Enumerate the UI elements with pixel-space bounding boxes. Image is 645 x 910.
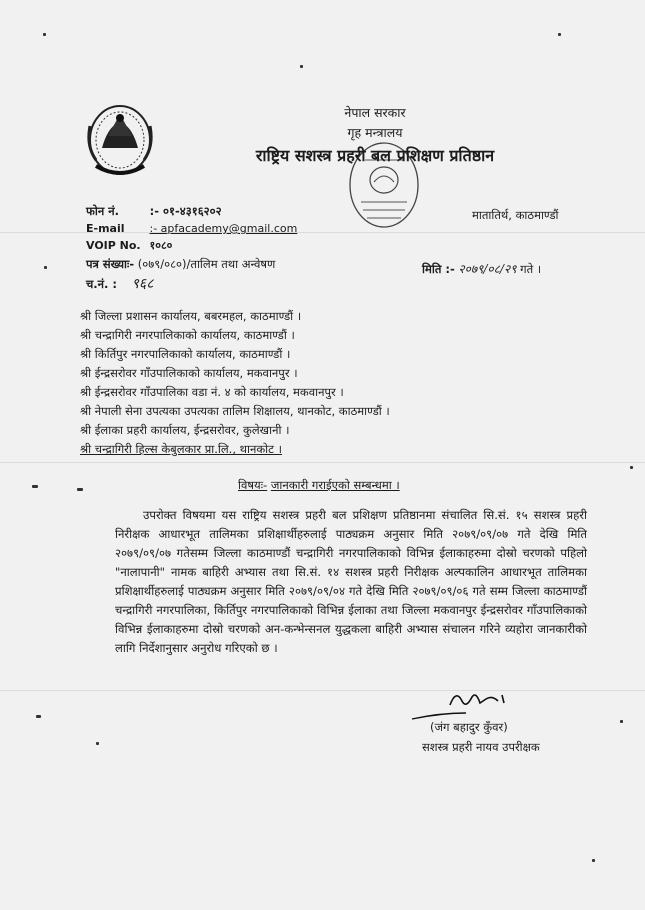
nepal-emblem-logo xyxy=(82,96,158,182)
subject-line xyxy=(238,478,400,493)
voip-line xyxy=(86,238,172,253)
header-ministry: गृह मन्त्रालय xyxy=(347,125,403,140)
speck xyxy=(592,859,595,862)
phone-value: :- ०१-४३१६२०२ xyxy=(149,204,222,218)
recipient-address: श्री चन्द्रागिरी नगरपालिकाको कार्यालय, काठमाण्डौं । xyxy=(80,328,295,342)
speck xyxy=(300,65,303,68)
recipient-address: श्री ईन्द्रसरोवर गाँउपालिका वडा नं. ४ को कार्यालय, मकवानपुर । xyxy=(80,385,344,399)
letter-body xyxy=(115,506,587,658)
recipient-address: श्री जिल्ला प्रशासन कार्यालय, बबरमहल, काठमाण्डौं । xyxy=(80,309,302,323)
speck xyxy=(44,266,47,269)
speck xyxy=(96,742,99,745)
body-paragraph: उपरोक्त विषयमा यस राष्ट्रिय सशस्त्र प्रहरी बल प्रशिक्षण प्रतिष्ठानमा संचालित सि.सं. १५ सशस्त्र प्रहरी निरीक्षक आधारभूत तालिमका प्रशिक्षार्थीहरुलाई पाठ्यक्रम अनुसार मिति २०७९/०९/०७ गते देखि मिति २०७९/०९/०७ गतेसम्म जिल्ला काठमाण्डौं चन्द्रागिरी नगरपालिकाको विभिन्न ईलाकाहरुमा दोस्रो चरणको पहिलो "नालापानी" नामक बाहिरी अभ्यास तथा सि.सं. १४ सशस्त्र प्रहरी निरीक्षक अल्पकालिन आधारभूत तालिमका प्रशिक्षार्थीहरुलाई पाठ्यक्रम अनुसार मिति २०७९/०९/०४ गते देखि मिति २०७९/०९/०६ गते सम्म जिल्ला काठमाण्डौं चन्द्रागिरी नगरपालिका, किर्तिपुर नगरपालिकाको विभिन्न ईलाका तथा जिल्ला मकवानपुर ईन्द्रसरोवर गाँउपालिकाको विभिन्न ईलाकाहरुमा दोस्रो चरणको अन-कन्भेन्सनल युद्धकला बाहिरी अभ्यास संचालन गरिने व्यहोरा जानकारीको लागि निर्देशानुसार अनुरोध गरिएको छ । xyxy=(115,508,587,655)
speck xyxy=(32,485,38,488)
email-label: E-mail xyxy=(86,222,125,235)
paper-fold xyxy=(0,462,645,463)
office-location: मातातिर्थ, काठमाण्डौं xyxy=(472,208,559,222)
letter-number-label: पत्र संख्याः- xyxy=(86,257,135,271)
recipient-address: श्री चन्द्रागिरी हिल्स केबुलकार प्रा.लि., थानकोट । xyxy=(80,442,282,456)
dispatch-number-label: च.नं. : xyxy=(86,277,118,291)
date-line xyxy=(422,260,541,277)
subject-text: जानकारी गराईएको सम्बन्धमा । xyxy=(270,478,400,492)
speck xyxy=(620,720,623,723)
subject-label: विषयः- xyxy=(238,478,268,492)
header-institution: राष्ट्रिय सशस्त्र प्रहरी बल प्रशिक्षण प्रतिष्ठान xyxy=(255,146,495,165)
recipient-address: श्री नेपाली सेना उपत्यका उपत्यका तालिम शिक्षालय, थानकोट, काठमाण्डौं । xyxy=(80,404,390,418)
dispatch-number-value: ९६८ xyxy=(131,276,154,292)
signatory-title: सशस्त्र प्रहरी नायव उपरीक्षक xyxy=(422,740,540,754)
speck xyxy=(77,488,83,491)
recipient-address: श्री ईलाका प्रहरी कार्यालय, ईन्द्रसरोवर, कुलेखानी । xyxy=(80,423,290,437)
email-value[interactable]: :- apfacademy@gmail.com xyxy=(149,222,298,235)
speck xyxy=(558,33,561,36)
recipient-address: श्री ईन्द्रसरोवर गाँउपालिकाको कार्यालय, मकवानपुर । xyxy=(80,366,298,380)
dispatch-number-line xyxy=(86,274,154,293)
speck xyxy=(43,33,46,36)
date-value: २०७९/०८/२९ xyxy=(458,262,517,276)
letter-number-value: (०७९/०८०)/तालिम तथा अन्वेषण xyxy=(137,257,276,271)
phone-label: फोन नं. xyxy=(86,204,119,218)
speck xyxy=(36,715,41,718)
letter-number-line xyxy=(86,257,275,272)
date-suffix: गते । xyxy=(520,262,542,276)
voip-label: VOIP No. xyxy=(86,239,141,252)
email-line xyxy=(86,222,297,235)
paper-fold xyxy=(0,690,645,691)
signatory-name: (जंग बहादुर कुँवर) xyxy=(430,720,508,734)
date-label: मिति :- xyxy=(422,262,455,276)
recipient-address: श्री किर्तिपुर नगरपालिकाको कार्यालय, काठमाण्डौं । xyxy=(80,347,291,361)
speck xyxy=(630,466,633,469)
handwritten-signature xyxy=(410,683,530,723)
voip-value: १०८० xyxy=(149,239,173,252)
header-government: नेपाल सरकार xyxy=(344,105,406,120)
phone-line xyxy=(86,204,222,219)
